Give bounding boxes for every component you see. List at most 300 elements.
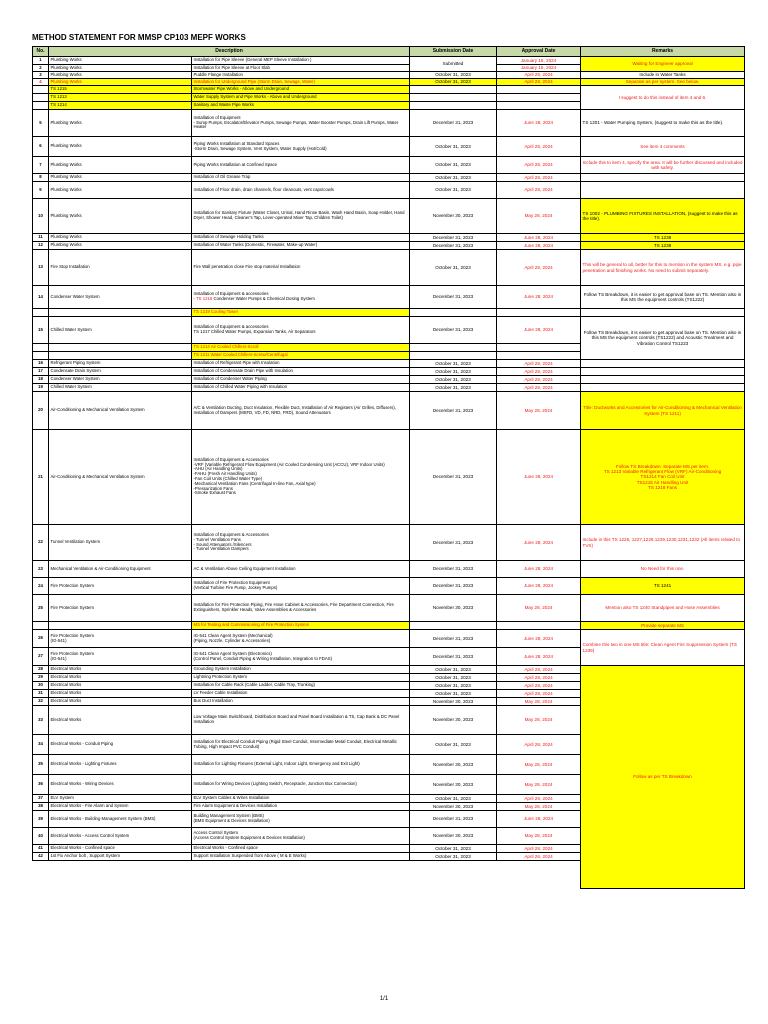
row-description: Water Supply System and Pipe Works - Above and Underground <box>192 94 410 102</box>
row-approval-date: June 28, 2024 <box>497 630 581 648</box>
row-description: Lightning Protection System <box>192 674 410 682</box>
header-remarks: Remarks <box>581 47 745 57</box>
row-description: Stormwater Pipe Works - Above and Underground <box>192 86 410 94</box>
row-category: Electrical Works - Confined space <box>49 845 192 853</box>
row-description: Support Installation Suspended from Above ( M & E Works) <box>192 853 410 861</box>
row-description: Bus Duct Installation <box>192 698 410 706</box>
row-remarks: Combine this two in one MS title: Clean Agent Fire Suppression System (TS 1239) <box>581 630 745 666</box>
row-number: 38 <box>33 803 49 811</box>
row-category: Plumbing Works <box>49 182 192 199</box>
header-description: Description <box>49 47 410 57</box>
row-approval-date: June 28, 2024 <box>497 578 581 595</box>
row-description: Installation of Refrigerant Pipe with Insulation <box>192 360 410 368</box>
row-submission-date: October 31, 2023 <box>410 845 497 853</box>
row-category: Fire Protection System <box>49 595 192 622</box>
row-category: Electrical Works <box>49 674 192 682</box>
row-description: Installation for Sanitary Fixture (Water Closet, Urinal, Hand Rinse Basin, Wash Hand Basin, Soap Holder, Hand Dryer, Shower Head, Cleaner's Tap, Lever-operated Mixer Tap, Children Toilet) <box>192 199 410 234</box>
page-number: 1/1 <box>379 996 389 1002</box>
row-description: Installation of Equipment & Accessories -VRF (Variable Refrigerant Flow Equipment (Air Cooled Condensing Unit (ACCU), VRF Indoor Units) -AHU (Air Handling Units) -FAHU (Fresh Air Handling Units) -Fan Coil Units (Chilled Water Type) -Mechanical Ventilation Fans (Centrifugal In-line Fan, Axial type) -Pressurization Fans -Smoke Exhaust Fans <box>192 430 410 525</box>
row-category: Fire Protection System (IG-541) <box>49 648 192 666</box>
row-approval-date: January 15, 2024 <box>497 57 581 65</box>
row-approval-date: April 28, 2024 <box>497 137 581 157</box>
row-remarks: TS 1201 - Water Pumping System, (suggest to make this as the title). <box>581 110 745 137</box>
table-row <box>33 368 745 376</box>
table-row <box>33 595 745 622</box>
row-number: 33 <box>33 706 49 735</box>
row-category: Plumbing Works <box>49 57 192 65</box>
row-approval-date: April 28, 2024 <box>497 384 581 392</box>
row-number: 19 <box>33 384 49 392</box>
row-category: Electrical Works - Fire Alarm and System <box>49 803 192 811</box>
header-no: No. <box>33 47 49 57</box>
row-approval-date: June 28, 2024 <box>497 242 581 250</box>
row-number: 18 <box>33 376 49 384</box>
table-row <box>33 630 745 648</box>
table-row <box>33 234 745 242</box>
row-number: 34 <box>33 735 49 755</box>
row-category: Plumbing Works <box>49 174 192 182</box>
row-description: Fire Wall penetration close Fire stop material Installation <box>192 250 410 286</box>
row-category: Fire Protection System (IG-541) <box>49 630 192 648</box>
row-number: 14 <box>33 286 49 309</box>
row-description: Piping Works Installation at Standard Spaces -Storm Drain, Sewage System, Vent System, Water Supply (Hot/Cold) <box>192 137 410 157</box>
row-category: Plumbing Works <box>49 72 192 79</box>
row-approval-date: April 28, 2024 <box>497 182 581 199</box>
row-number <box>33 622 49 630</box>
row-remarks: Mention also TS 1240 Standpipes and Hose Assemblies <box>581 595 745 622</box>
row-submission-date: October 31, 2023 <box>410 853 497 861</box>
header-approval-date: Approval Date <box>497 47 581 57</box>
row-category <box>49 861 192 889</box>
row-number: 13 <box>33 250 49 286</box>
row-number: 8 <box>33 174 49 182</box>
row-remarks: See item 4 comments <box>581 137 745 157</box>
row-category: Air-Conditioning & Mechanical Ventilation System <box>49 430 192 525</box>
row-approval-date <box>497 94 581 102</box>
row-submission-date: December 31, 2023 <box>410 317 497 344</box>
row-submission-date: October 31, 2023 <box>410 250 497 286</box>
row-category: Electrical Works - Access Control System <box>49 828 192 845</box>
row-description: Sanitary and Waste Pipe Works <box>192 102 410 110</box>
row-category: Electrical Works <box>49 690 192 698</box>
table-row <box>33 622 745 630</box>
row-remarks: No Need for this one. <box>581 561 745 578</box>
row-number: 23 <box>33 561 49 578</box>
row-approval-date: May 28, 2024 <box>497 803 581 811</box>
row-submission-date <box>410 102 497 110</box>
row-number <box>33 86 49 94</box>
row-remarks <box>581 384 745 392</box>
row-category: Condensate Drain System <box>49 368 192 376</box>
table-row <box>33 317 745 344</box>
row-submission-date: November 30, 2023 <box>410 803 497 811</box>
row-number: 3 <box>33 72 49 79</box>
row-approval-date <box>497 344 581 352</box>
row-description: Installation for Underground Pipe (Storm Drain, Sewage, Water) <box>192 79 410 86</box>
row-number: 27 <box>33 648 49 666</box>
row-submission-date: November 30, 2023 <box>410 755 497 775</box>
row-approval-date: April 28, 2024 <box>497 157 581 174</box>
row-approval-date: April 28, 2024 <box>497 79 581 86</box>
row-submission-date: December 31, 2023 <box>410 242 497 250</box>
table-row <box>33 376 745 384</box>
table-body <box>33 57 745 889</box>
row-remarks: Include this to item 4, specify the area. It will be further discussed and included with safety. <box>581 157 745 174</box>
row-number: 28 <box>33 666 49 674</box>
row-submission-date: December 31, 2023 <box>410 392 497 430</box>
row-remarks <box>581 368 745 376</box>
row-description: AC & Ventilation Above Ceiling Equipment Installation <box>192 561 410 578</box>
row-remarks: Follow TS Breakdown, it is easier to get approval base on TS. Mention also in this MS the equipment controls (TS1222) <box>581 286 745 309</box>
row-number: 11 <box>33 234 49 242</box>
row-number: 16 <box>33 360 49 368</box>
row-remarks: TS 1238 <box>581 242 745 250</box>
row-approval-date: May 28, 2024 <box>497 595 581 622</box>
row-number <box>33 861 49 889</box>
row-approval-date: April 28, 2024 <box>497 845 581 853</box>
row-number <box>33 309 49 317</box>
table-row <box>33 525 745 561</box>
row-category <box>49 622 192 630</box>
row-category: Condenser Water System <box>49 376 192 384</box>
row-approval-date: June 28, 2024 <box>497 234 581 242</box>
row-category: TS 1214 <box>49 102 192 110</box>
row-approval-date: June 28, 2024 <box>497 561 581 578</box>
row-approval-date: April 28, 2024 <box>497 853 581 861</box>
row-category: Electrical Works - Building Management System (BMS) <box>49 811 192 828</box>
row-number: 15 <box>33 317 49 344</box>
row-submission-date <box>410 352 497 360</box>
row-number: 24 <box>33 578 49 595</box>
row-category: Plumbing Works <box>49 79 192 86</box>
row-description: Installation of Oil Grease Trap <box>192 174 410 182</box>
row-remarks: I suggest to do this instead of item 4 and 6. <box>581 86 745 110</box>
row-description: Installation for Fire Protection Piping, Fire Hose Cabinet & Accessories, Fire Department Connection, Fire Extinguishers, Sprinkler Heads, Valve Assemblies & Accessories <box>192 595 410 622</box>
row-category: TS 1215 <box>49 86 192 94</box>
row-submission-date: November 30, 2023 <box>410 199 497 234</box>
row-submission-date: November 30, 2023 <box>410 698 497 706</box>
row-description: TS 1211 Water Cooled Chillers-Screw/Centrifugal <box>192 352 410 360</box>
row-number: 6 <box>33 137 49 157</box>
row-remarks: TS 1002 - PLUMBING FIXTURES INSTALLATION, (suggest to make this as the title). <box>581 199 745 234</box>
method-statement-table <box>32 46 745 889</box>
row-category: Refrigerant Piping System <box>49 360 192 368</box>
table-row <box>33 86 745 94</box>
row-submission-date: December 31, 2023 <box>410 811 497 828</box>
row-description: TS 1214 Air Cooled Chillers-Scroll <box>192 344 410 352</box>
row-remarks: Follow TS Breakdown, it is easier to get approval base on TS. Mention also in this MS the equipment controls (TS1222) and Acoustic Treatment and Vibration Control TS1223 <box>581 317 745 360</box>
row-submission-date: October 31, 2023 <box>410 79 497 86</box>
row-approval-date: May 28, 2024 <box>497 706 581 735</box>
row-number: 29 <box>33 674 49 682</box>
row-number: 36 <box>33 775 49 795</box>
table-row <box>33 392 745 430</box>
row-number: 1 <box>33 57 49 65</box>
row-number: 5 <box>33 110 49 137</box>
header-submission-date: Submission Date <box>410 47 497 57</box>
row-approval-date: April 28, 2024 <box>497 250 581 286</box>
row-approval-date: May 28, 2024 <box>497 698 581 706</box>
row-category: Air-Conditioning & Mechanical Ventilation System <box>49 392 192 430</box>
row-description: ELV System Cables & Wires Installation <box>192 795 410 803</box>
row-approval-date <box>497 622 581 630</box>
row-submission-date <box>410 344 497 352</box>
row-category: Plumbing Works <box>49 110 192 137</box>
row-approval-date: June 28, 2024 <box>497 110 581 137</box>
row-description: Fire Alarm Equipment & Devices Installation <box>192 803 410 811</box>
row-submission-date: November 30, 2023 <box>410 775 497 795</box>
row-submission-date <box>410 86 497 94</box>
row-approval-date: June 28, 2024 <box>497 648 581 666</box>
row-submission-date <box>410 309 497 317</box>
row-number: 26 <box>33 630 49 648</box>
row-submission-date: December 31, 2023 <box>410 234 497 242</box>
row-description: Installation of Equipment - Sump Pumps, Escalator/Elevator Pumps, Sewage Pumps, Water Booster Pumps, Drain Lift Pumps, Water Heater <box>192 110 410 137</box>
row-submission-date: November 30, 2023 <box>410 828 497 845</box>
row-description: MS for Testing and Commissioning of Fire Protection System <box>192 622 410 630</box>
row-remarks <box>581 376 745 384</box>
table-row <box>33 57 745 65</box>
row-remarks: Include in this TS 1226, 1227,1228,1229,1230,1231,1232 (All items related to TVS) <box>581 525 745 561</box>
row-approval-date: April 28, 2024 <box>497 376 581 384</box>
table-row <box>33 666 745 674</box>
row-category: Chilled Water System <box>49 384 192 392</box>
row-number: 10 <box>33 199 49 234</box>
row-description: IG-541 Clean Agent System (Mechanical) (Piping, Nozzle, Cylinder & Accessories) <box>192 630 410 648</box>
table-header-row <box>33 47 745 57</box>
row-number <box>33 94 49 102</box>
row-submission-date: October 31, 2023 <box>410 368 497 376</box>
row-approval-date: April 28, 2024 <box>497 674 581 682</box>
row-description: TS 1219 Cooling Tower <box>192 309 410 317</box>
row-approval-date: May 28, 2024 <box>497 775 581 795</box>
highlighted-ts-code: TS 1216 <box>196 296 213 301</box>
row-number: 21 <box>33 430 49 525</box>
row-submission-date: October 31, 2023 <box>410 384 497 392</box>
row-approval-date: June 28, 2024 <box>497 430 581 525</box>
table-row <box>33 137 745 157</box>
row-approval-date <box>497 861 581 889</box>
table-row <box>33 561 745 578</box>
row-number: 9 <box>33 182 49 199</box>
table-row <box>33 578 745 595</box>
table-row <box>33 79 745 86</box>
row-submission-date: December 31, 2023 <box>410 525 497 561</box>
row-description: Installation of Sewage Holding Tanks <box>192 234 410 242</box>
row-category: TS 1213 <box>49 94 192 102</box>
row-description: Building Management System (BMS) (BMS Equipment & Devices Installation) <box>192 811 410 828</box>
row-approval-date: May 28, 2024 <box>497 828 581 845</box>
row-category <box>49 352 192 360</box>
row-submission-date: Submitted <box>410 57 497 72</box>
row-approval-date <box>497 102 581 110</box>
row-description: Installation for Electrical Conduit Piping (Rigid Steel Conduit, Intermediate Metal Conduit, Electrical Metallic Tubing, High Impact PVC Conduit) <box>192 735 410 755</box>
table-row <box>33 250 745 286</box>
row-description <box>192 861 410 889</box>
row-category <box>49 344 192 352</box>
row-number: 20 <box>33 392 49 430</box>
row-approval-date: April 28, 2024 <box>497 795 581 803</box>
row-submission-date: December 31, 2023 <box>410 110 497 137</box>
row-submission-date: October 31, 2023 <box>410 735 497 755</box>
row-number: 31 <box>33 690 49 698</box>
row-number: 41 <box>33 845 49 853</box>
row-submission-date: December 31, 2023 <box>410 286 497 309</box>
row-category: Mechanical Ventilation & Air-Conditioning Equipment <box>49 561 192 578</box>
row-number: 4 <box>33 79 49 86</box>
row-submission-date: December 31, 2023 <box>410 630 497 648</box>
row-number: 25 <box>33 595 49 622</box>
row-approval-date: April 28, 2024 <box>497 666 581 674</box>
row-category <box>49 309 192 317</box>
row-submission-date <box>410 622 497 630</box>
table-row <box>33 110 745 137</box>
table-row <box>33 242 745 250</box>
row-number: 40 <box>33 828 49 845</box>
row-number <box>33 352 49 360</box>
row-category: Condenser Water System <box>49 286 192 309</box>
row-number: 7 <box>33 157 49 174</box>
row-category: 1st Fix Anchor bolt , Support System <box>49 853 192 861</box>
row-description: A/C & Ventilation Ducting, Duct Insulation, Flexible Duct, Installation of Air Registers (Air Grilles, Diffusers), Installation of Dampers (MSFD, VD, FD, NRD, FRD), Sound Attenuators <box>192 392 410 430</box>
row-submission-date: November 30, 2023 <box>410 595 497 622</box>
table-row <box>33 157 745 174</box>
row-submission-date: December 31, 2023 <box>410 648 497 666</box>
row-approval-date: April 28, 2024 <box>497 368 581 376</box>
row-number <box>33 102 49 110</box>
row-description: Installation of Floor drain, drain channels, floor cleanouts, vent caps/cowls <box>192 182 410 199</box>
row-description: Installation of Chilled Water Piping with Insulation <box>192 384 410 392</box>
row-description: Installation of Condenser Water Piping <box>192 376 410 384</box>
row-remarks: Follow TS Breakdown: Separate MS per item. TS 1213 Variable Refrigerant Flow (VRF) Air-Conditioning TS1214 Fan Coil Unit TS1215 Air Handling Unit TS 1216 Fans <box>581 430 745 525</box>
row-category: Electrical Works <box>49 706 192 735</box>
row-remarks: Title: Ductworks and Accessories for Air-Conditioning & Mechanical Ventilation System (TS 1211) <box>581 392 745 430</box>
row-approval-date: June 28, 2024 <box>497 317 581 344</box>
table-row <box>33 174 745 182</box>
row-submission-date: October 31, 2023 <box>410 360 497 368</box>
row-approval-date: April 28, 2024 <box>497 735 581 755</box>
row-submission-date <box>410 94 497 102</box>
row-remarks <box>581 174 745 182</box>
row-category: Electrical Works <box>49 698 192 706</box>
row-remarks <box>581 309 745 317</box>
row-remarks: TS 1241 <box>581 578 745 595</box>
row-approval-date <box>497 352 581 360</box>
table-row <box>33 72 745 79</box>
row-category: Plumbing Works <box>49 65 192 72</box>
row-description: Electrical Works - Confined space <box>192 845 410 853</box>
row-description: Installation for Cable Rack (Cable Ladder, Cable Tray, Trunking) <box>192 682 410 690</box>
row-category: Electrical Works - Conduit Piping <box>49 735 192 755</box>
row-approval-date: April 28, 2024 <box>497 72 581 79</box>
row-description: Puddle Flange Installation <box>192 72 410 79</box>
row-description: IG-541 Clean Agent System (Electronics) (Control Panel, Conduit Piping & Wiring Installation, Integration to FDAS) <box>192 648 410 666</box>
row-approval-date: April 28, 2024 <box>497 690 581 698</box>
row-approval-date: May 28, 2024 <box>497 392 581 430</box>
row-approval-date: May 28, 2024 <box>497 199 581 234</box>
row-category: Fire Stop Installation <box>49 250 192 286</box>
row-number: 2 <box>33 65 49 72</box>
row-submission-date: December 31, 2023 <box>410 578 497 595</box>
row-approval-date: April 28, 2024 <box>497 360 581 368</box>
row-number: 17 <box>33 368 49 376</box>
row-category: Electrical Works <box>49 682 192 690</box>
row-category: Plumbing Works <box>49 242 192 250</box>
row-category: ELV System <box>49 795 192 803</box>
row-approval-date: June 28, 2024 <box>497 525 581 561</box>
row-category: Plumbing Works <box>49 199 192 234</box>
row-submission-date: October 31, 2023 <box>410 157 497 174</box>
row-description: Installation for Wiring Devices (Lighting Switch, Receptacle, Junction Box Connection) <box>192 775 410 795</box>
row-description: Installation of Equipment & Accessories - Tunnel Ventilation Fans - Sound Attenuators /Silencers - Tunnel Ventilation Dampers <box>192 525 410 561</box>
row-submission-date: October 31, 2023 <box>410 174 497 182</box>
row-number: 12 <box>33 242 49 250</box>
table-row <box>33 430 745 525</box>
row-approval-date: May 28, 2024 <box>497 755 581 775</box>
row-submission-date: October 31, 2023 <box>410 795 497 803</box>
row-submission-date: October 31, 2023 <box>410 376 497 384</box>
row-remarks: TS 1238 <box>581 234 745 242</box>
row-approval-date: January 15, 2024 <box>497 65 581 72</box>
row-submission-date: December 31, 2023 <box>410 430 497 525</box>
table-row <box>33 182 745 199</box>
row-description: Installation of Equipment & accessories TS 1217 Chilled Water Pumps, Expansion Tanks, Air Separators <box>192 317 410 344</box>
row-submission-date: October 31, 2023 <box>410 666 497 674</box>
row-number: 37 <box>33 795 49 803</box>
row-category: Plumbing Works <box>49 137 192 157</box>
row-submission-date <box>410 861 497 889</box>
row-submission-date: October 31, 2023 <box>410 682 497 690</box>
row-description: Installation for Pipe Sleeve at Floor Slab <box>192 65 410 72</box>
row-remarks <box>581 182 745 199</box>
row-category: Electrical Works <box>49 666 192 674</box>
row-description: Low Voltage Main Switchboard, Distribution Board and Panel Board Installation & TS, Cap Bank & DC Panel Installation <box>192 706 410 735</box>
row-category: Plumbing Works <box>49 234 192 242</box>
row-remarks: Include in Water Tanks <box>581 72 745 79</box>
row-description: Installation of Equipment & accessories - TS 1216 Condenser Water Pumps & Chemical Dosing System <box>192 286 410 309</box>
row-approval-date: June 28, 2024 <box>497 286 581 309</box>
table-row <box>33 360 745 368</box>
document-title: METHOD STATEMENT FOR MMSP CP103 MEPF WORKS <box>32 33 246 42</box>
row-remarks: Provide separate MS <box>581 622 745 630</box>
row-remarks <box>581 360 745 368</box>
row-number: 42 <box>33 853 49 861</box>
row-number: 32 <box>33 698 49 706</box>
row-submission-date: December 31, 2023 <box>410 561 497 578</box>
table-row <box>33 199 745 234</box>
row-description: Piping Works Installation at Confined Space <box>192 157 410 174</box>
row-description: Installation of Water Tanks (Domestic, Firewater, Make-up Water) <box>192 242 410 250</box>
row-approval-date: April 28, 2024 <box>497 174 581 182</box>
row-submission-date: November 30, 2023 <box>410 706 497 735</box>
row-remarks: Follow as per TS Breakdown <box>581 666 745 889</box>
row-description: LV Feeder Cable Installation <box>192 690 410 698</box>
row-description: Grounding System Installation <box>192 666 410 674</box>
row-submission-date: October 31, 2023 <box>410 72 497 79</box>
row-submission-date: October 31, 2023 <box>410 690 497 698</box>
row-number: 30 <box>33 682 49 690</box>
row-category: Tunnel Ventilation System <box>49 525 192 561</box>
row-approval-date <box>497 309 581 317</box>
row-number: 39 <box>33 811 49 828</box>
row-description: Installation of Condensate Drain Pipe with Insulation <box>192 368 410 376</box>
row-approval-date <box>497 86 581 94</box>
row-submission-date: October 31, 2023 <box>410 137 497 157</box>
row-number: 22 <box>33 525 49 561</box>
row-number: 35 <box>33 755 49 775</box>
row-category: Electrical Works - Lighting Fixtures <box>49 755 192 775</box>
row-submission-date: October 31, 2023 <box>410 182 497 199</box>
